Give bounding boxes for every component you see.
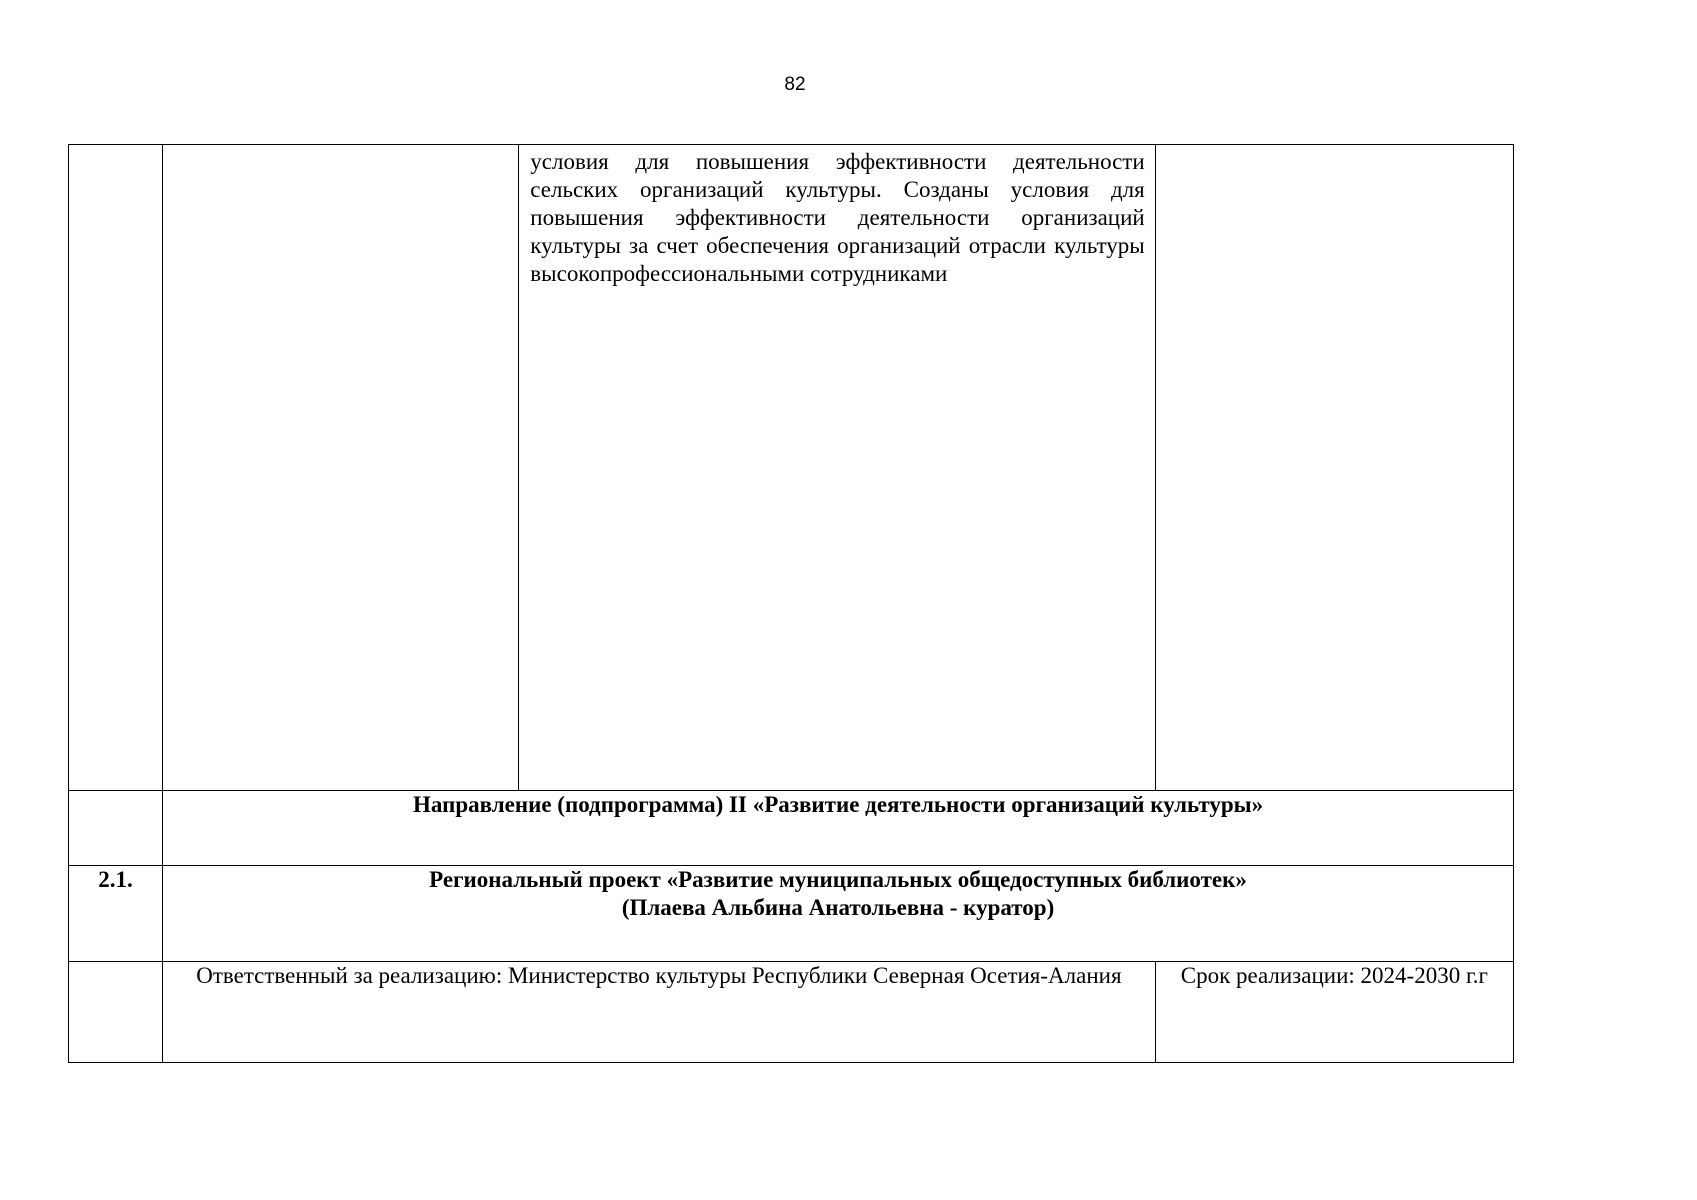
task-cell xyxy=(163,145,519,791)
responsible-row xyxy=(69,962,1514,1063)
responsible-text: Ответственный за реализацию: Министерство культуры Республики Северная Осетия-Алания xyxy=(196,963,1122,988)
term-text: Срок реализации: 2024-2030 г.г xyxy=(1180,963,1488,988)
term-cell xyxy=(1155,962,1513,1063)
page-number: 82 xyxy=(784,74,806,95)
program-table xyxy=(68,144,1514,1063)
project-curator: (Плаева Альбина Анатольевна - куратор) xyxy=(621,895,1055,920)
description-text: условия для повышения эффективности деятельности сельских организаций культуры. Созданы условия для повышения эффективности деятельности организаций культуры за счет обеспечения организаций отрасли культуры высокопрофессиональными сотрудниками xyxy=(530,149,1145,286)
project-number: 2.1. xyxy=(69,866,163,962)
direction-number-cell xyxy=(69,791,163,866)
project-title-cell xyxy=(163,866,1514,962)
responsible-cell xyxy=(163,962,1156,1063)
row-number-cell xyxy=(69,145,163,791)
table-row xyxy=(69,145,1514,791)
responsible-number-cell xyxy=(69,962,163,1063)
link-cell xyxy=(1155,145,1513,791)
project-title: Региональный проект «Развитие муниципальных общедоступных библиотек» xyxy=(429,867,1247,892)
project-row xyxy=(69,866,1514,962)
direction-title: Направление (подпрограмма) II «Развитие деятельности организаций культуры» xyxy=(163,791,1514,866)
direction-row xyxy=(69,791,1514,866)
description-cell xyxy=(519,145,1155,791)
